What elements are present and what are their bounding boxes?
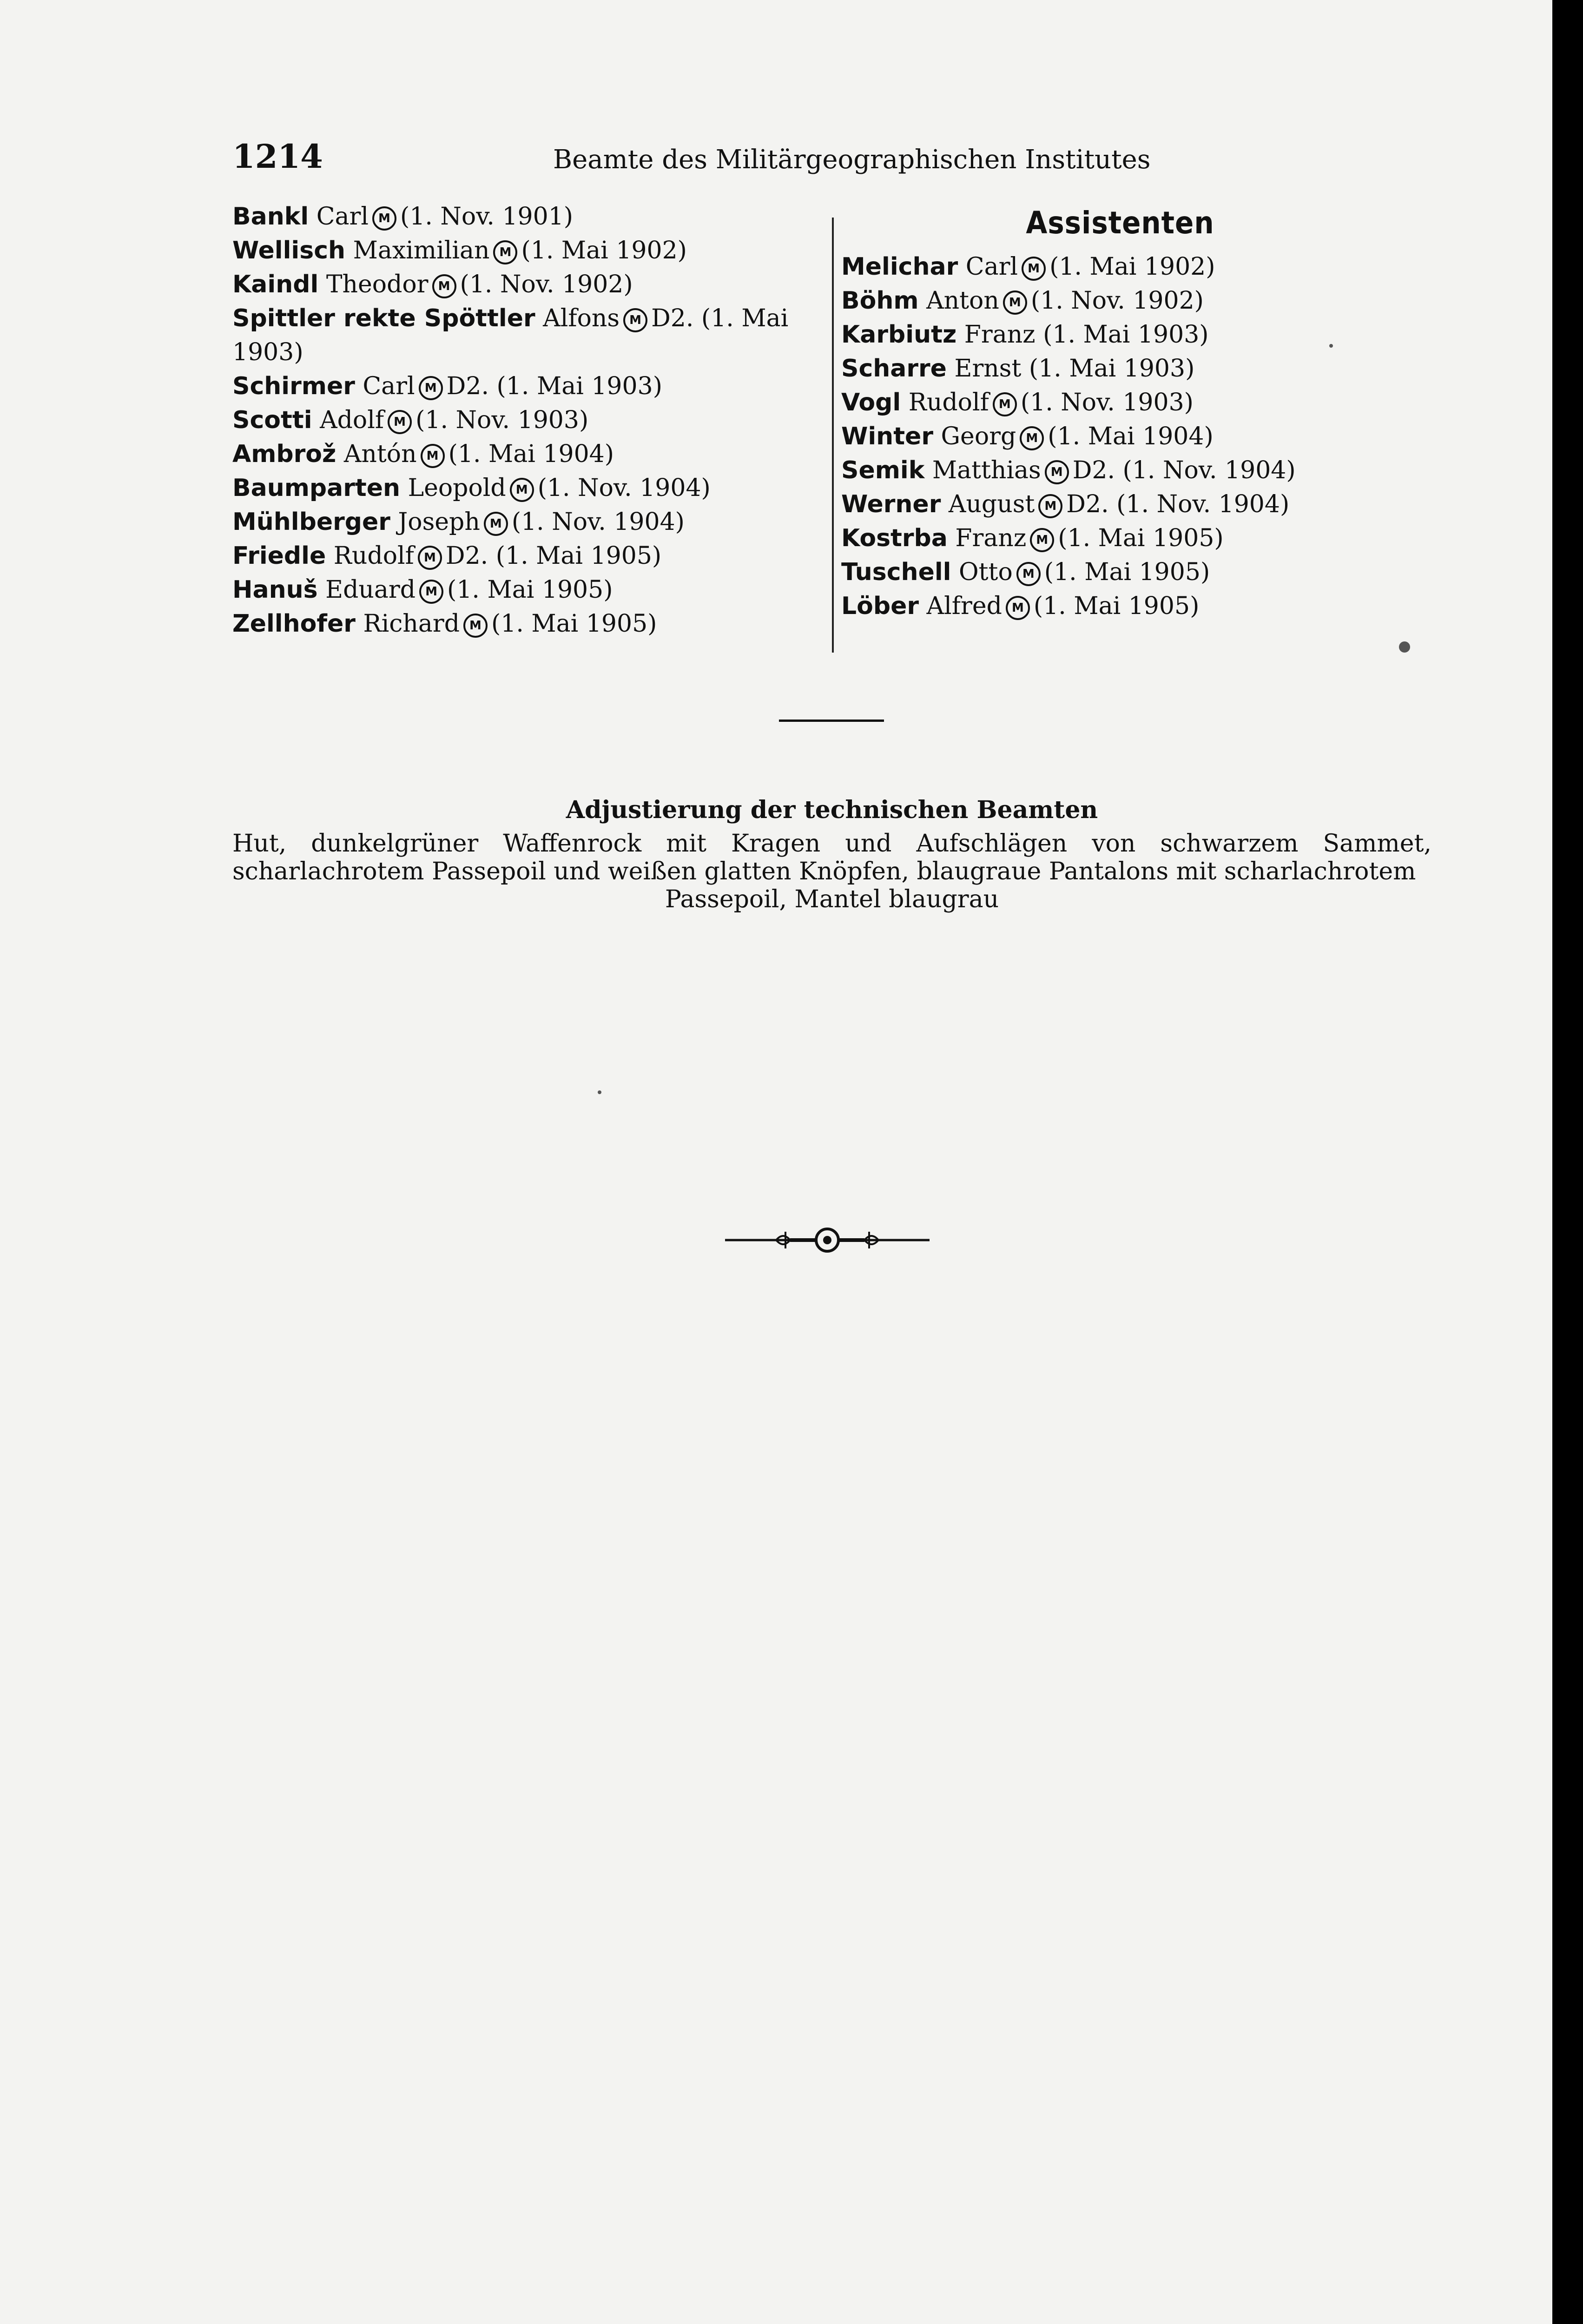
entry-surname: Schirmer [232,372,355,400]
merit-medal-icon: M [419,580,443,604]
entry-rank: D2. [651,304,694,332]
entry-surname: Karbiutz [841,321,957,349]
entry-date: (1. Nov. 1904) [537,474,711,502]
list-item [232,234,832,268]
merit-medal-icon: M [463,614,488,638]
merit-medal-icon: M [623,308,647,332]
entry-date: (1. Mai 1903) [496,372,662,400]
entry-given-name: Leopold [408,474,506,502]
ink-speck [1329,344,1333,348]
merit-medal-icon: M [1038,494,1062,518]
entry-date: (1. Nov. 1904) [511,508,685,536]
section-body-last-line: Passepoil, Mantel blaugrau [665,885,999,913]
entry-given-name: Theodor [326,271,429,298]
merit-medal-icon: M [418,546,442,570]
assistants-heading: Assistenten [1026,205,1214,241]
entry-given-name: Joseph [398,508,480,536]
entry-date: (1. Mai 1904) [1048,423,1214,450]
entry-surname: Melichar [841,253,958,281]
entry-date: (1. Mai 1905) [1044,558,1210,586]
entry-surname: Tuschell [841,558,951,586]
entry-surname: Baumparten [232,474,401,502]
entry-date: (1. Nov. 1904) [1122,456,1296,484]
entry-surname: Böhm [841,287,919,315]
ink-speck [598,1090,601,1094]
merit-medal-icon: M [421,444,445,468]
merit-medal-icon: M [432,274,456,298]
list-item [841,522,1399,555]
merit-medal-icon: M [1016,562,1041,586]
entry-date: (1. Mai 1904) [448,440,614,468]
merit-medal-icon: M [388,410,412,434]
entry-surname: Semik [841,456,925,484]
section-body [232,830,1431,913]
entry-date: (1. Nov. 1903) [416,406,589,434]
list-item [841,250,1399,284]
list-item [841,352,1399,386]
entry-surname: Winter [841,423,933,450]
entry-surname: Löber [841,592,919,620]
entry-given-name: Alfred [926,592,1002,620]
merit-medal-icon: M [1020,426,1044,450]
entry-date: (1. Mai 1905) [495,542,662,570]
entry-given-name: Rudolf [333,542,414,570]
list-item [841,555,1399,589]
merit-medal-icon: M [1030,528,1054,552]
entry-given-name: Carl [316,203,369,231]
list-item [232,539,832,573]
list-item [841,284,1399,318]
list-item [232,471,832,505]
list-item [232,403,832,437]
entry-surname: Bankl [232,203,309,231]
entry-given-name: Alfons [543,304,620,332]
entry-date: (1. Mai 1905) [1058,524,1224,552]
entry-surname: Hanuš [232,576,318,604]
entry-date: (1. Nov. 1902) [1030,287,1204,315]
entry-date: (1. Mai 1903) [1029,355,1195,383]
entry-given-name: Georg [941,423,1016,450]
list-item [841,318,1399,352]
entry-surname: Werner [841,490,941,518]
merit-medal-icon: M [493,240,517,264]
ink-speck [1399,641,1410,653]
entry-date: (1. Mai 1902) [521,237,687,264]
entry-date: (1. Mai 1905) [491,610,657,638]
list-item [232,573,832,607]
merit-medal-icon: M [993,392,1017,416]
list-item [841,386,1399,420]
left-column-officials [232,200,832,641]
entry-date: (1. Mai 1902) [1049,253,1215,281]
entry-surname: Vogl [841,389,901,416]
entry-rank: D2. [445,542,488,570]
entry-surname: Wellisch [232,237,346,264]
running-title: Beamte des Militärgeographischen Institutes [553,145,1151,175]
merit-medal-icon: M [419,376,443,400]
page-header [232,137,1380,179]
merit-medal-icon: M [1022,257,1046,281]
list-item [232,505,832,539]
list-item [232,437,832,471]
column-divider [832,218,834,653]
list-item [232,607,832,641]
list-item [232,370,832,403]
entry-date: (1. Nov. 1902) [460,271,633,298]
entry-given-name: Carl [363,372,415,400]
list-item [841,454,1399,488]
entry-given-name: Eduard [325,576,416,604]
entry-rank: D2. [446,372,489,400]
list-item [232,268,832,302]
merit-medal-icon: M [484,512,508,536]
merit-medal-icon: M [510,478,534,502]
entry-given-name: Richard [363,610,460,638]
entry-surname: Zellhofer [232,610,356,638]
entry-given-name: Maximilian [353,237,490,264]
entry-surname: Kaindl [232,271,319,298]
entry-given-name: Otto [959,558,1013,586]
entry-date: (1. Nov. 1903) [1020,389,1194,416]
entry-given-name: Carl [965,253,1018,281]
entry-given-name: Adolf [320,406,384,434]
entry-surname: Kostrba [841,524,948,552]
section-separator-rule [779,720,884,722]
entry-date: (1. Mai 1903) [232,304,789,366]
entry-surname: Scharre [841,355,947,383]
entry-given-name: Ernst [954,355,1022,383]
merit-medal-icon: M [1045,460,1069,484]
entry-date: (1. Nov. 1904) [1116,490,1290,518]
entry-surname: Mühlberger [232,508,390,536]
entry-surname: Ambrož [232,440,336,468]
entry-surname: Friedle [232,542,326,570]
right-column-assistants [841,200,1399,623]
merit-medal-icon: M [372,206,396,231]
merit-medal-icon: M [1006,596,1030,620]
entry-given-name: Franz [955,524,1027,552]
entry-given-name: Antón [343,440,417,468]
list-item [232,302,832,370]
entry-rank: D2. [1066,490,1109,518]
entry-surname: Spittler rekte Spöttler [232,304,535,332]
entry-date: (1. Mai 1905) [447,576,613,604]
list-item [841,488,1399,522]
entry-surname: Scotti [232,406,312,434]
entry-given-name: Anton [926,287,999,315]
entry-given-name: Rudolf [908,389,989,416]
list-item [841,589,1399,623]
list-item [841,420,1399,454]
entry-rank: D2. [1072,456,1115,484]
entry-date: (1. Nov. 1901) [400,203,574,231]
entry-date: (1. Mai 1905) [1033,592,1200,620]
list-item [232,200,832,234]
page-edge [1542,0,1551,2324]
fleuron-ornament-icon [725,1221,930,1259]
entry-date: (1. Mai 1903) [1043,321,1209,349]
merit-medal-icon: M [1003,290,1027,315]
section-body-main: Hut, dunkelgrüner Waffenrock mit Kragen und Aufschlägen von schwarzem Sammet, scharlachrotem Passepoil und weißen glatten Knöpfen, blaugraue Pantalons mit scharlachrotem [232,830,1431,885]
entry-given-name: Matthias [932,456,1041,484]
section-title: Adjustierung der technischen Beamten [566,796,1098,824]
page-number: 1214 [232,137,323,176]
entry-given-name: August [948,490,1035,518]
assistants-list [841,250,1399,623]
entry-given-name: Franz [964,321,1036,349]
